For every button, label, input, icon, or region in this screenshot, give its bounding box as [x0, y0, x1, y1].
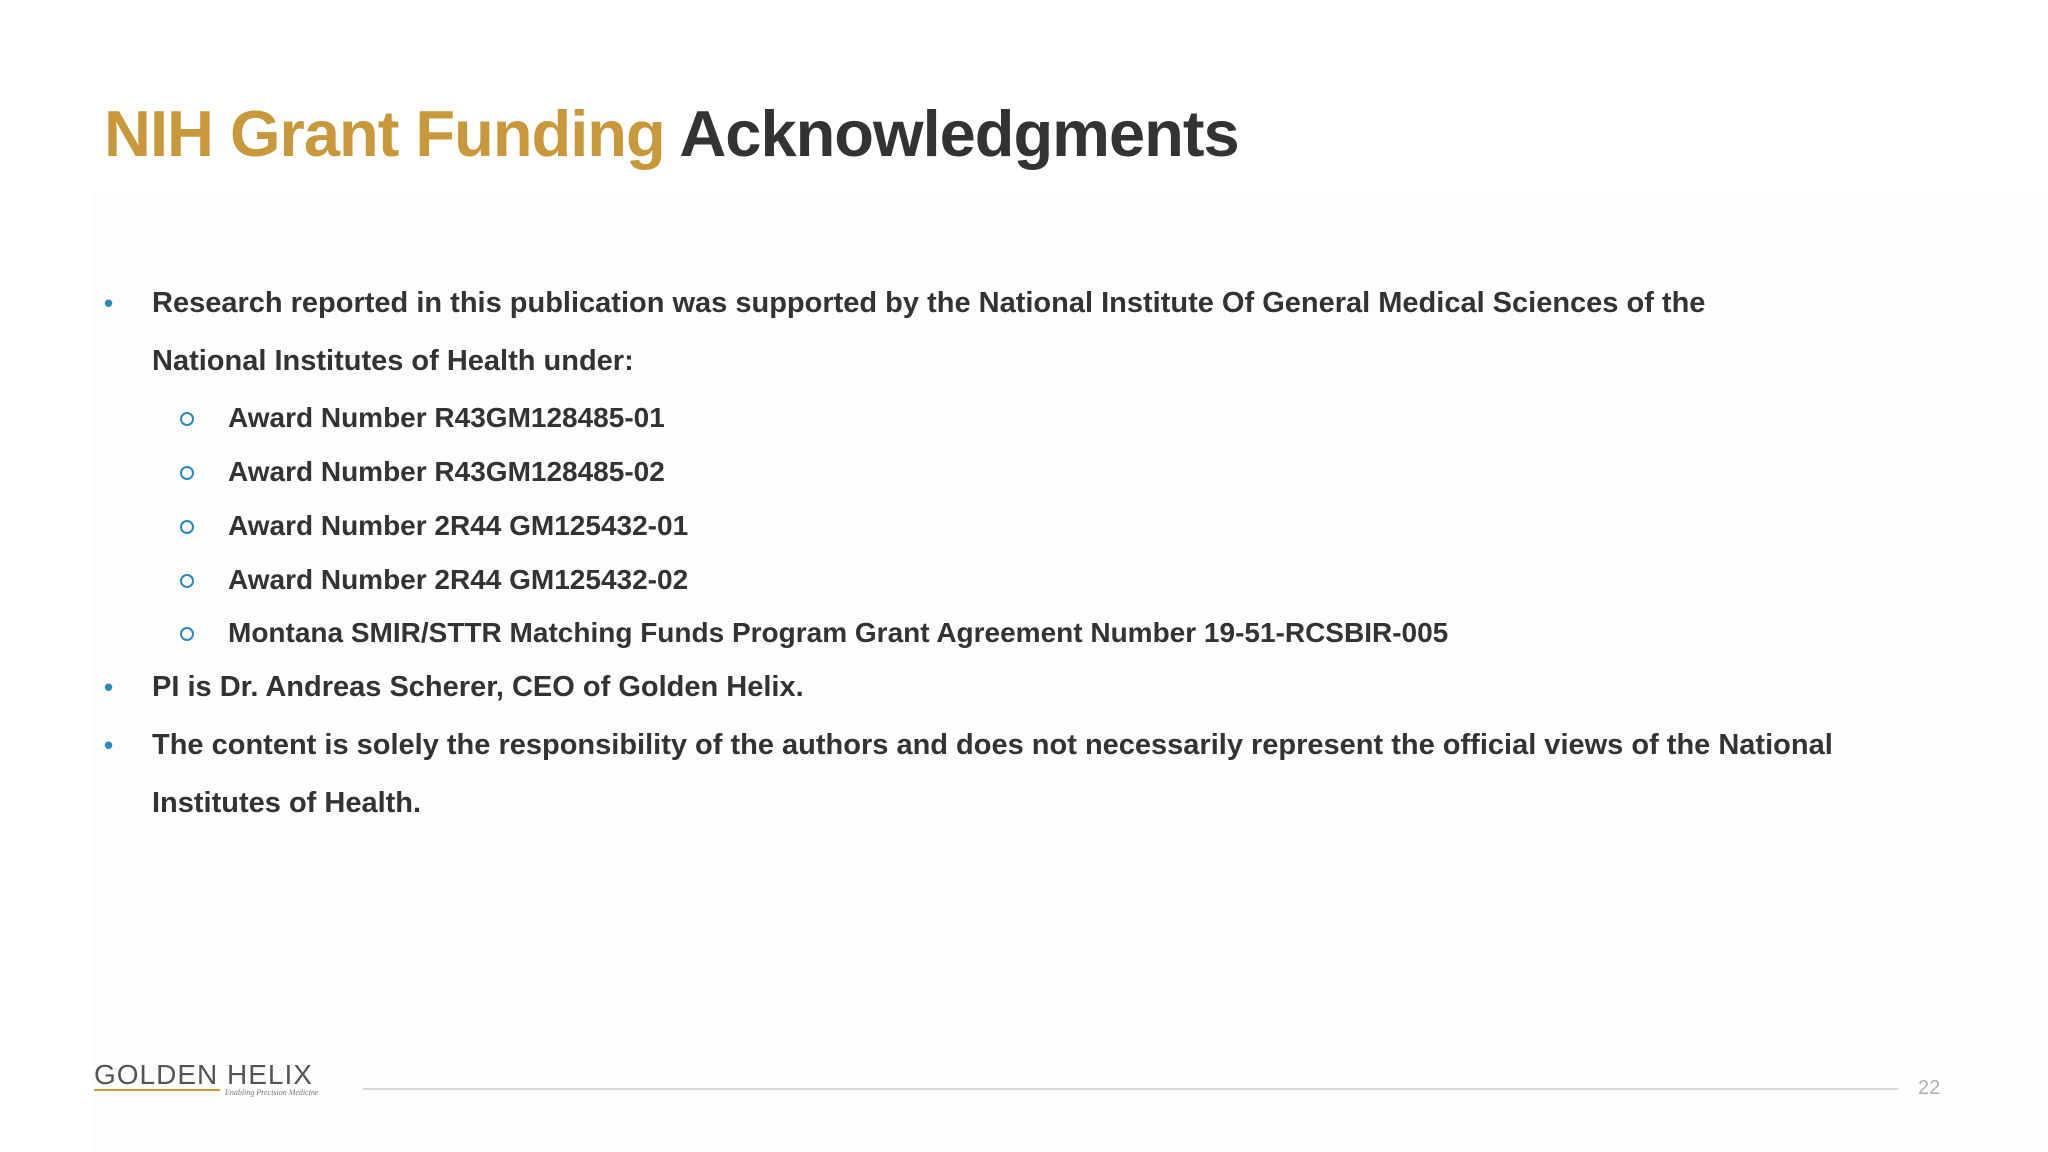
sub-bullet-text: Award Number 2R44 GM125432-01	[228, 510, 689, 541]
sub-bullet-item	[180, 396, 665, 440]
bullet-item	[104, 274, 1804, 390]
circle-bullet-icon	[180, 466, 194, 480]
circle-bullet-icon	[180, 412, 194, 426]
logo-tagline: Enabling Precision Medicine	[225, 1088, 319, 1097]
sub-bullet-text: Award Number R43GM128485-02	[228, 456, 665, 487]
bullet-item	[104, 658, 1904, 716]
sub-bullet-text: Montana SMIR/STTR Matching Funds Program Grant Agreement Number 19-51-RCSBIR-005	[228, 617, 1449, 648]
bullet-text: PI is Dr. Andreas Scherer, CEO of Golden Helix.	[152, 671, 804, 703]
footer-divider	[363, 1088, 1898, 1090]
circle-bullet-icon	[180, 574, 194, 588]
circle-bullet-icon	[180, 627, 194, 641]
page-number: 22	[1918, 1077, 1941, 1099]
slide-title	[104, 96, 1239, 171]
logo-wordmark: GOLDEN HELIX	[94, 1059, 313, 1090]
sub-bullet-item	[180, 611, 1448, 655]
bullet-text: Research reported in this publication was supported by the National Institute Of General Medical Sciences of the National Institutes of Health under:	[152, 287, 1706, 377]
title-rest: Acknowledgments	[679, 97, 1239, 170]
sub-bullet-text: Award Number 2R44 GM125432-02	[228, 564, 689, 595]
bullet-text: The content is solely the responsibility of the authors and does not necessarily represent the official views of the National Institutes of Health.	[152, 729, 1833, 819]
bullet-dot-icon: •	[104, 672, 114, 702]
bullet-item	[104, 716, 1944, 832]
circle-bullet-icon	[180, 520, 194, 534]
golden-helix-logo	[92, 1058, 342, 1098]
sub-bullet-item	[180, 504, 688, 548]
bullet-dot-icon: •	[104, 730, 114, 760]
title-accent: NIH Grant Funding	[104, 97, 665, 170]
sub-bullet-item	[180, 558, 688, 602]
sub-bullet-item	[180, 450, 665, 494]
bullet-dot-icon: •	[104, 288, 114, 318]
sub-bullet-text: Award Number R43GM128485-01	[228, 402, 665, 433]
